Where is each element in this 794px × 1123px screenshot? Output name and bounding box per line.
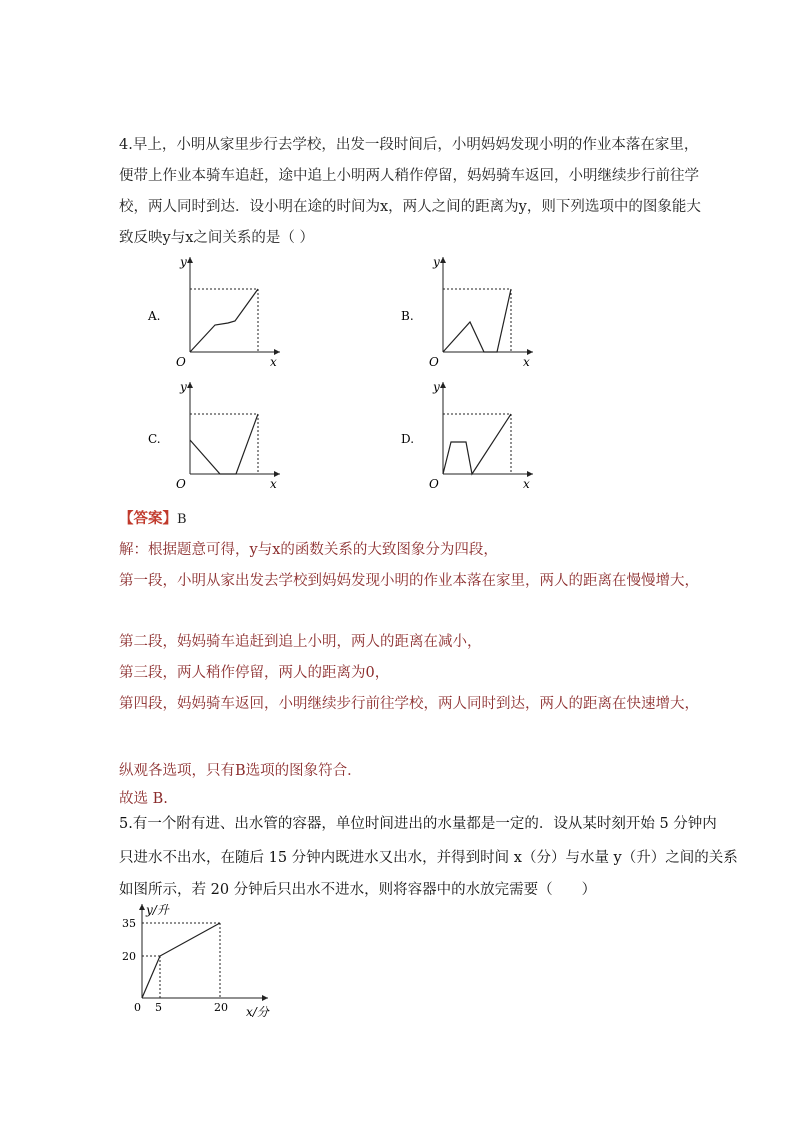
option-a-y: y — [180, 255, 187, 269]
option-d-label: D. — [401, 432, 415, 446]
option-c-x: x — [270, 477, 277, 491]
solution-line-7: 故选 B. — [119, 791, 168, 807]
solution-line-4: 第三段，两人稍作停留，两人的距离为0， — [119, 665, 390, 681]
option-c-y: y — [180, 380, 187, 394]
q5-xtick-5: 5 — [155, 1001, 162, 1014]
option-b-o: O — [429, 355, 439, 369]
option-c-curve — [190, 414, 258, 474]
q5-ytick-20: 20 — [122, 950, 136, 963]
option-a-x: x — [270, 355, 277, 369]
option-a-o: O — [176, 355, 186, 369]
q5-origin: 0 — [134, 1001, 141, 1014]
q5-line-1: 5.有一个附有进、出水管的容器，单位时间进出的水量都是一定的．设从某时刻开始 5 分钟内 — [119, 816, 717, 832]
option-b-x: x — [523, 355, 530, 369]
option-b-graph — [393, 252, 553, 370]
option-b-curve — [443, 289, 511, 352]
option-d-x: x — [523, 477, 530, 491]
solution-line-5: 第四段，妈妈骑车返回，小明继续步行前往学校，两人同时到达，两人的距离在快速增大， — [119, 696, 699, 712]
answer-value: B — [177, 512, 187, 527]
q5-ytick-35: 35 — [122, 917, 136, 930]
q4-line-2: 便带上作业本骑车追赶，途中追上小明两人稍作停留，妈妈骑车返回，小明继续步行前往学 — [119, 168, 699, 184]
option-a-graph — [140, 252, 300, 370]
option-d-y: y — [433, 380, 440, 394]
solution-line-3: 第二段，妈妈骑车追赶到追上小明，两人的距离在减小， — [119, 634, 482, 650]
solution-line-1: 解：根据题意可得，y与x的函数关系的大致图象分为四段， — [119, 542, 498, 558]
option-a-label: A. — [148, 309, 161, 323]
solution-line-6: 纵观各选项，只有B选项的图象符合． — [119, 763, 362, 779]
q4-line-1: 4.早上，小明从家里步行去学校，出发一段时间后，小明妈妈发现小明的作业本落在家里， — [119, 137, 699, 153]
option-c-o: O — [176, 477, 186, 491]
answer-tag: 【答案】 — [119, 510, 177, 527]
option-b-label: B. — [401, 309, 414, 323]
q5-xtick-20: 20 — [214, 1001, 228, 1014]
q5-line-3: 如图所示，若 20 分钟后只出水不进水，则将容器中的水放完需要（ ） — [119, 882, 597, 898]
q5-ylabel: y/升 — [146, 903, 169, 917]
q5-curve — [142, 923, 220, 998]
option-d-graph — [393, 377, 553, 495]
option-d-o: O — [429, 477, 439, 491]
q5-graph — [118, 900, 278, 1022]
option-a-curve — [190, 289, 258, 352]
option-d-curve — [443, 414, 511, 474]
option-c-label: C. — [148, 432, 161, 446]
option-c-graph — [140, 377, 300, 495]
q4-line-3: 校，两人同时到达．设小明在途的时间为x，两人之间的距离为y，则下列选项中的图象能大 — [119, 199, 701, 215]
q5-xlabel: x/分 — [246, 1005, 269, 1019]
option-b-y: y — [433, 255, 440, 269]
q5-line-2: 只进水不出水，在随后 15 分钟内既进水又出水，并得到时间 x（分）与水量 y（升）之间的关系 — [119, 850, 738, 866]
answer-line — [119, 509, 187, 530]
solution-line-2: 第一段，小明从家出发去学校到妈妈发现小明的作业本落在家里，两人的距离在慢慢增大， — [119, 573, 699, 589]
q4-line-4: 致反映y与x之间关系的是（ ） — [119, 230, 314, 246]
